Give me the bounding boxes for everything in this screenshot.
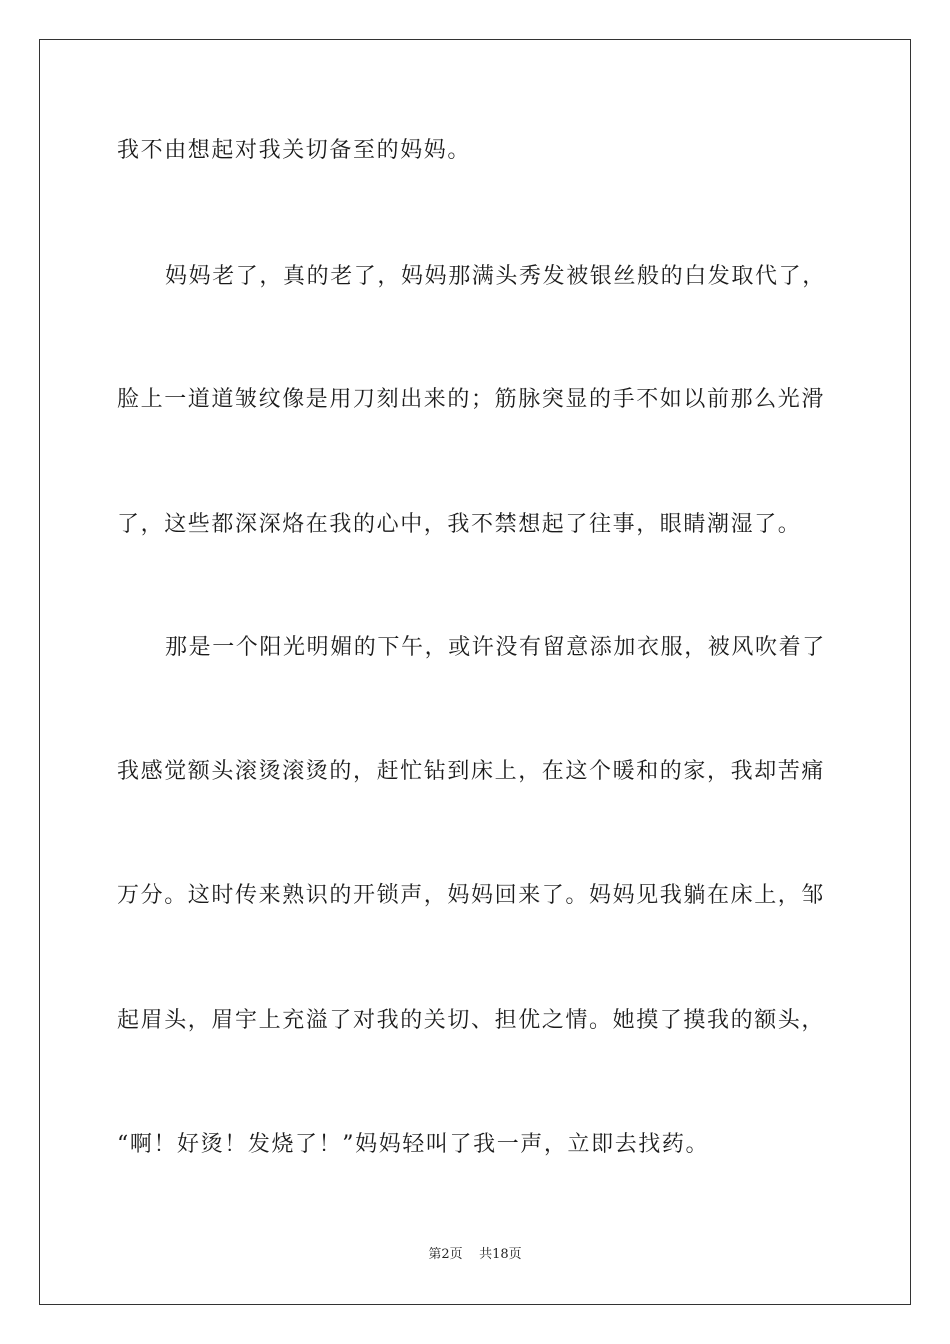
text-line-4: 了，这些都深深烙在我的心中，我不禁想起了往事，眼睛潮湿了。: [117, 512, 802, 537]
text-line-7: 万分。这时传来熟识的开锁声，妈妈回来了。妈妈见我躺在床上，邹: [117, 883, 826, 908]
text-line-3: 脸上一道道皱纹像是用刀刻出来的；筋脉突显的手不如以前那么光滑: [117, 387, 826, 412]
text-line-9: “啊！好烫！发烧了！”妈妈轻叫了我一声，立即去找药。: [117, 1132, 710, 1157]
text-line-6: 我感觉额头滚烫滚烫的，赶忙钻到床上，在这个暖和的家，我却苦痛: [117, 759, 826, 784]
text-line-1: 我不由想起对我关切备至的妈妈。: [117, 138, 472, 163]
text-line-2: 妈妈老了，真的老了，妈妈那满头秀发被银丝般的白发取代了，: [165, 264, 826, 289]
text-line-5: 那是一个阳光明媚的下午，或许没有留意添加衣服，被风吹着了: [165, 635, 826, 660]
page-number-footer: 第2页 共18页: [428, 1247, 522, 1262]
page-border: [39, 39, 911, 1305]
text-line-8: 起眉头，眉宇上充溢了对我的关切、担优之情。她摸了摸我的额头，: [117, 1008, 826, 1033]
